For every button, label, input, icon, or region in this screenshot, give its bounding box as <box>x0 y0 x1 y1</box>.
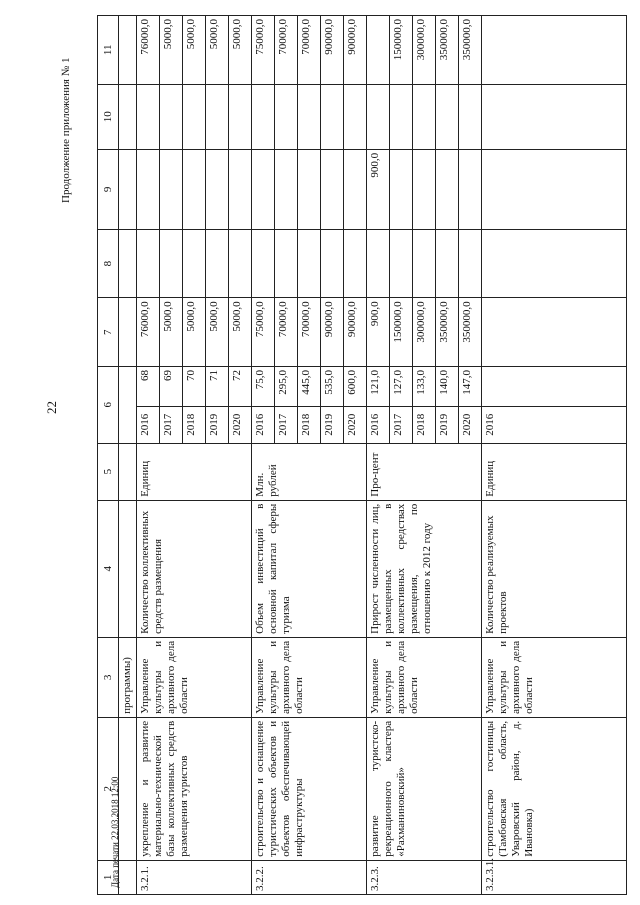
value-cell: 535,0 <box>321 366 344 406</box>
amount-col11: 90000,0 <box>344 16 367 85</box>
row-code: 3.2.1. <box>137 860 252 894</box>
year-cell: 2020 <box>229 406 252 443</box>
col-header-10: 10 <box>98 84 119 149</box>
row-unit: Про-цент <box>367 443 482 500</box>
row-indicator: Количество реализуемых проектов <box>482 500 627 637</box>
amount-col7: 5000,0 <box>160 298 183 367</box>
amount-col11: 5000,0 <box>183 16 206 85</box>
amount-col11: 350000,0 <box>459 16 482 85</box>
amount-col11: 5000,0 <box>160 16 183 85</box>
amount-col11: 90000,0 <box>321 16 344 85</box>
col-header-4: 4 <box>98 500 119 637</box>
value-cell: 147,0 <box>459 366 482 406</box>
year-cell: 2017 <box>160 406 183 443</box>
row-indicator: Количество коллективных средств размещения <box>137 500 252 637</box>
amount-col7: 900,0 <box>367 298 390 367</box>
row-executor: Управление культуры и архивного дела области <box>367 637 482 717</box>
row-name: строительство гостиницы (Тамбовская область, Уваровский район, д. Ивановка) <box>482 717 627 860</box>
appendix-caption: Продолжение приложения № 1 <box>60 57 72 203</box>
value-cell: 72 <box>229 366 252 406</box>
value-cell: 68 <box>137 366 160 406</box>
year-cell: 2018 <box>298 406 321 443</box>
row-unit: Млн. рублей <box>252 443 367 500</box>
col-header-3: 3 <box>98 637 119 717</box>
year-cell: 2016 <box>367 406 390 443</box>
amount-col7: 300000,0 <box>413 298 436 367</box>
row-name: строительство и оснащение туристических объектов и объектов обеспечивающей инфраструктуры <box>252 717 367 860</box>
year-cell: 2020 <box>459 406 482 443</box>
row-unit: Единиц <box>482 443 627 500</box>
col-header-8: 8 <box>98 229 119 298</box>
year-cell: 2017 <box>390 406 413 443</box>
value-cell: 69 <box>160 366 183 406</box>
year-cell: 2018 <box>413 406 436 443</box>
amount-col11: 70000,0 <box>275 16 298 85</box>
amount-col11: 5000,0 <box>206 16 229 85</box>
amount-col7: 5000,0 <box>183 298 206 367</box>
continuation-text: программы) <box>119 637 137 717</box>
table-row <box>482 16 627 895</box>
value-cell: 600,0 <box>344 366 367 406</box>
print-date: Дата печати 22.03.2018 12:00 <box>110 776 120 888</box>
year-cell: 2020 <box>344 406 367 443</box>
amount-col9: 900,0 <box>367 149 390 229</box>
col-header-6: 6 <box>98 366 119 443</box>
year-cell: 2019 <box>436 406 459 443</box>
value-cell: 445,0 <box>298 366 321 406</box>
value-cell: 121,0 <box>367 366 390 406</box>
year-cell: 2016 <box>137 406 160 443</box>
col-header-2: 2 <box>98 717 119 860</box>
amount-col7: 70000,0 <box>275 298 298 367</box>
amount-col7: 70000,0 <box>298 298 321 367</box>
page-number: 22 <box>44 401 59 414</box>
row-executor: Управление культуры и архивного дела области <box>482 637 627 717</box>
year-cell: 2017 <box>275 406 298 443</box>
value-cell: 75,0 <box>252 366 275 406</box>
value-cell: 140,0 <box>436 366 459 406</box>
amount-col7: 90000,0 <box>344 298 367 367</box>
amount-col11: 350000,0 <box>436 16 459 85</box>
amount-col11: 5000,0 <box>229 16 252 85</box>
value-cell: 295,0 <box>275 366 298 406</box>
row-name: развитие туристско-рекреационного кластера «Рахманиновский» <box>367 717 482 860</box>
amount-col7: 75000,0 <box>252 298 275 367</box>
year-cell: 2018 <box>183 406 206 443</box>
value-cell: 71 <box>206 366 229 406</box>
col-header-11: 11 <box>98 16 119 85</box>
amount-col11: 75000,0 <box>252 16 275 85</box>
value-cell: 127,0 <box>390 366 413 406</box>
row-code: 3.2.2. <box>252 860 367 894</box>
amount-col11: 150000,0 <box>390 16 413 85</box>
table-row <box>137 16 160 895</box>
row-code: 3.2.3. <box>367 860 482 894</box>
amount-col7: 5000,0 <box>229 298 252 367</box>
amount-col7: 76000,0 <box>137 298 160 367</box>
table-row <box>367 16 390 895</box>
col-header-9: 9 <box>98 149 119 229</box>
rotated-table-container <box>97 15 627 895</box>
col-header-1: 1 <box>98 860 119 894</box>
col-header-7: 7 <box>98 298 119 367</box>
amount-col11: 70000,0 <box>298 16 321 85</box>
row-unit: Единиц <box>137 443 252 500</box>
row-indicator: Объем инвестиций в основной капитал сферы туризма <box>252 500 367 637</box>
amount-col7: 350000,0 <box>436 298 459 367</box>
continuation-row <box>119 16 137 895</box>
year-cell: 2019 <box>206 406 229 443</box>
row-executor: Управление культуры и архивного дела области <box>137 637 252 717</box>
program-table <box>97 15 627 895</box>
row-code: 3.2.3.1. <box>482 860 627 894</box>
amount-col7: 350000,0 <box>459 298 482 367</box>
value-cell: 133,0 <box>413 366 436 406</box>
row-indicator: Прирост численности лиц, размещенных в коллективных средствах размещения, по отношению к 2012 году <box>367 500 482 637</box>
amount-col11: 300000,0 <box>413 16 436 85</box>
row-name: укрепление и развитие материально-технической базы коллективных средств размещения туристов <box>137 717 252 860</box>
year-cell: 2016 <box>482 406 627 443</box>
amount-col11: 76000,0 <box>137 16 160 85</box>
col-header-5: 5 <box>98 443 119 500</box>
table-row <box>252 16 275 895</box>
row-executor: Управление культуры и архивного дела области <box>252 637 367 717</box>
year-cell: 2016 <box>252 406 275 443</box>
value-cell: 70 <box>183 366 206 406</box>
column-number-row <box>98 16 119 895</box>
amount-col7: 90000,0 <box>321 298 344 367</box>
amount-col11 <box>367 16 390 85</box>
year-cell: 2019 <box>321 406 344 443</box>
amount-col7: 5000,0 <box>206 298 229 367</box>
amount-col7: 150000,0 <box>390 298 413 367</box>
